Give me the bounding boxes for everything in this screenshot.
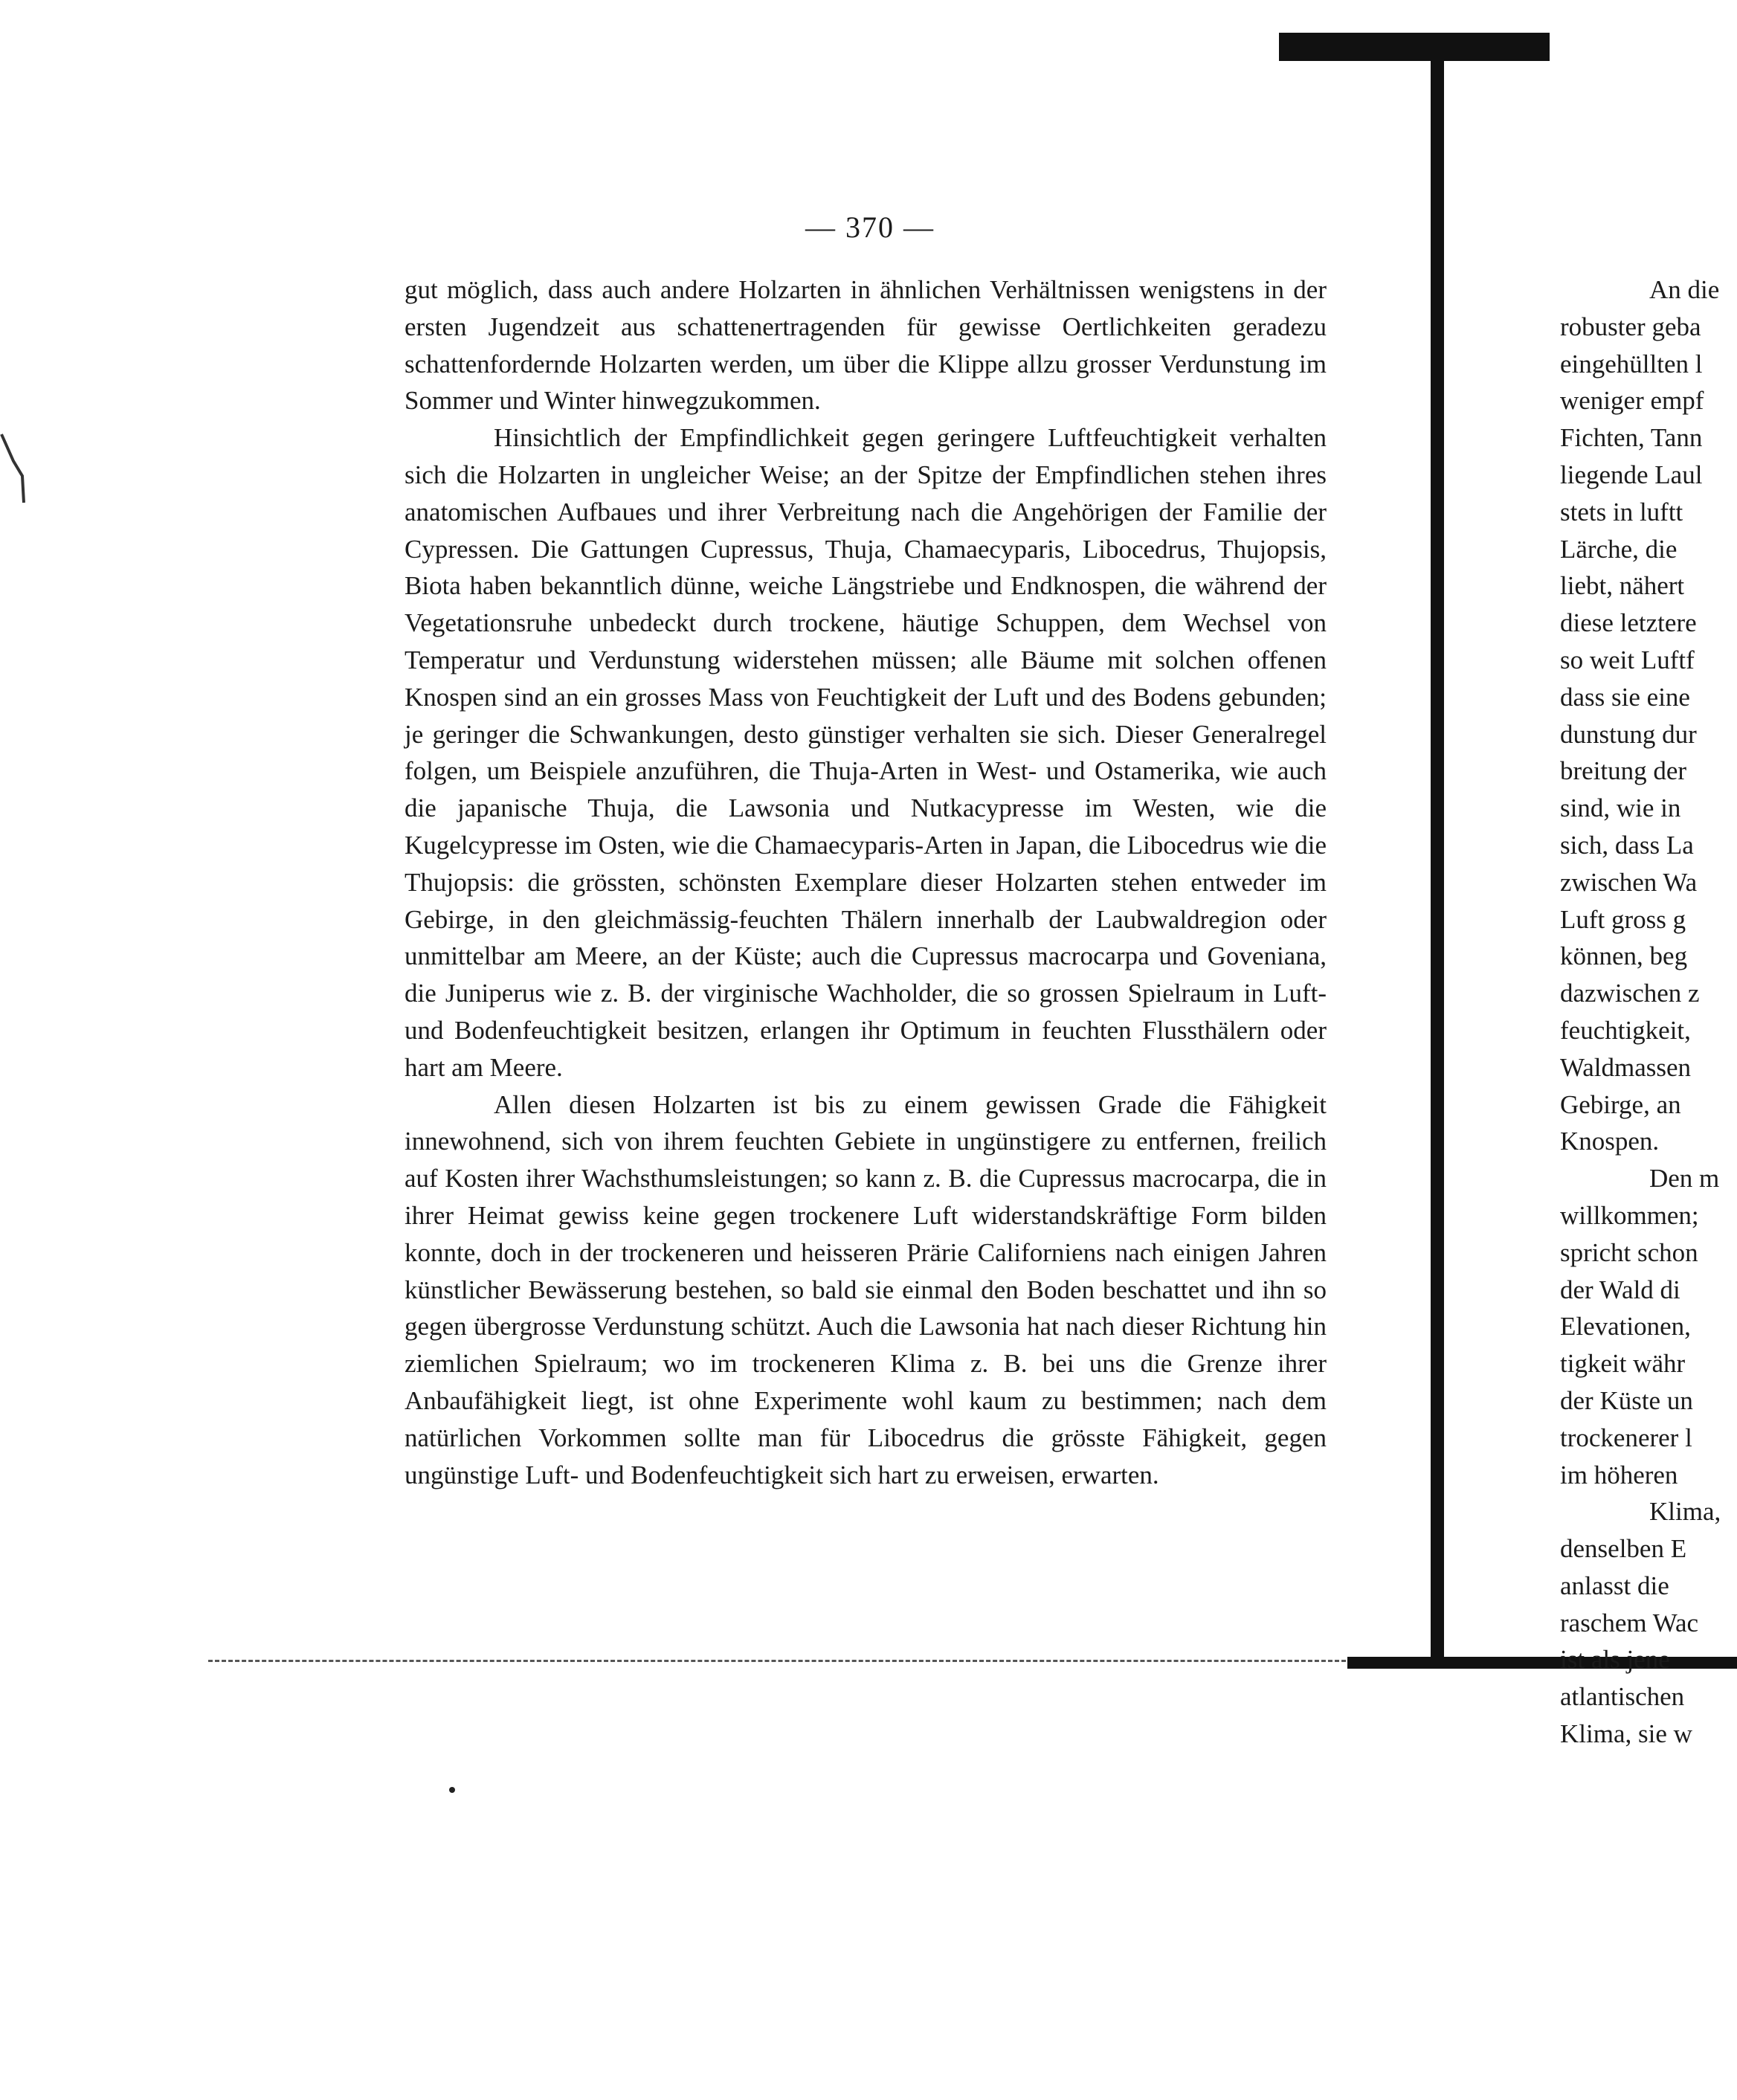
text-line: dunstung dur (1560, 719, 1697, 749)
left-page-text (405, 271, 1327, 1493)
text-line: der Wald di (1560, 1275, 1680, 1304)
margin-scratch (0, 431, 30, 506)
text-line: Lärche, die (1560, 534, 1678, 564)
text-line: breitung der (1560, 756, 1687, 786)
ink-speck (449, 1787, 455, 1793)
text-line: Luft gross g (1560, 904, 1686, 934)
text-line: An die (1649, 275, 1720, 304)
text-line: anlasst die (1560, 1571, 1669, 1600)
text-line: dass sie eine (1560, 682, 1690, 712)
paragraph: gut möglich, dass auch andere Holzarten in ähnlichen Verhältnissen wenigstens in der ersten Jugendzeit aus schattenertragenden für gewisse Oertlichkeiten geradezu schattenfordernde Holzarten werden, um über die Klippe allzu grosser Verdunstung im Sommer und Winter hinwegzukommen. (405, 275, 1327, 416)
text-line: können, beg (1560, 941, 1688, 971)
text-line: dazwischen z (1560, 979, 1700, 1008)
text-line: Den m (1649, 1164, 1720, 1194)
text-line: trockenerer l (1560, 1423, 1692, 1452)
text-line: stets in luftt (1560, 497, 1683, 526)
text-line: feuchtigkeit, (1560, 1015, 1691, 1045)
text-line: eingehüllten l (1560, 349, 1703, 379)
paragraph: Allen diesen Holzarten ist bis zu einem gewissen Grade die Fähigkeit innewohnend, sich von ihrem feuchten Gebiete in ungünstigere zu entfernen, freilich auf Kosten ihrer Wachsthumsleistungen; so kann z. B. die Cupressus macrocarpa, die in ihrer Heimat gewiss keine gegen trockenere Luft widerstandskräftige Form bilden konnte, doch in der trockeneren und heisseren Prärie Californiens nach einigen Jahren künstlicher Bewässerung bestehen, so bald sie einmal den Boden beschattet und ihn so gegen übergrosse Verdunstung schützt. Auch die Lawsonia hat nach dieser Richtung hin ziemlichen Spielraum; wo im trockeneren Klima z. B. bei uns die Grenze ihrer Anbaufähigkeit liegt, ist ohne Experimente wohl kaum zu bestimmen; nach dem natürlichen Vorkommen sollte man für Libocedrus die grösste Fähigkeit, gegen ungünstige Luft- und Bodenfeuchtigkeit sich hart zu erweisen, erwarten. (405, 1089, 1327, 1489)
text-line: zwischen Wa (1560, 867, 1698, 897)
text-line: denselben E (1560, 1534, 1687, 1564)
text-line: Elevationen, (1560, 1312, 1691, 1342)
text-line: liegende Laul (1560, 460, 1703, 489)
text-line: im höheren (1560, 1460, 1678, 1489)
text-line: willkommen; (1560, 1200, 1699, 1230)
text-line: Knospen. (1560, 1127, 1660, 1156)
text-line: Fichten, Tann (1560, 423, 1703, 453)
text-line: sind, wie in (1560, 793, 1681, 823)
text-line: spricht schon (1560, 1237, 1698, 1267)
text-line: tigkeit währ (1560, 1349, 1686, 1379)
text-line: liebt, nähert (1560, 571, 1685, 601)
right-page-text-fragment (1560, 271, 1737, 1753)
page-edge-line (208, 1660, 1346, 1665)
text-line: raschem Wac (1560, 1608, 1699, 1637)
text-line: Klima, (1649, 1497, 1721, 1527)
text-line: so weit Luftf (1560, 645, 1695, 674)
text-line: weniger empf (1560, 386, 1704, 416)
text-line: der Küste un (1560, 1385, 1693, 1415)
binding-clip-top (1279, 33, 1550, 61)
text-line: diese letztere (1560, 608, 1697, 638)
text-line: Klima, sie w (1560, 1719, 1692, 1749)
text-line: atlantischen (1560, 1682, 1685, 1712)
paragraph: Hinsichtlich der Empfindlichkeit gegen geringere Luftfeuchtigkeit verhalten sich die Holzarten in ungleicher Weise; an der Spitze der Empfindlichen stehen ihres anatomischen Aufbaues und ihrer Verbreitung nach die Angehörigen der Familie der Cypressen. Die Gattungen Cupressus, Thuja, Chamaecyparis, Libocedrus, Thujopsis, Biota haben bekanntlich dünne, weiche Längstriebe und Endknospen, die während der Vegetationsruhe unbedeckt durch trockene, häutige Schuppen, dem Wechsel von Temperatur und Verdunstung widerstehen müssen; alle Bäume mit solchen offenen Knospen sind an ein grosses Mass von Feuchtigkeit der Luft und des Bodens gebunden; je geringer die Schwankungen, desto günstiger verhalten sie sich. Dieser Generalregel folgen, um Beispiele anzuführen, die Thuja-Arten in West- und Ostamerika, wie auch die japanische Thuja, die Lawsonia und Nutkacypresse im Westen, wie die Kugelcypresse im Osten, wie die Chamaecyparis-Arten in Japan, die Libocedrus wie die Thujopsis: die grössten, schönsten Exemplare dieser Holzarten stehen entweder im Gebirge, in den gleichmässig-feuchten Thälern innerhalb der Laubwaldregion oder unmittelbar am Meere, an der Küste; auch die Cupressus macrocarpa und Goveniana, die Juniperus wie z. B. der virginische Wachholder, die so grossen Spielraum in Luft- und Bodenfeuchtigkeit besitzen, erlangen ihr Optimum in feuchten Flussthälern oder hart am Meere. (405, 423, 1327, 1082)
text-line: sich, dass La (1560, 830, 1694, 860)
text-line: ist als jene (1560, 1645, 1670, 1675)
binding-stem (1431, 59, 1444, 1663)
text-line: Gebirge, an (1560, 1089, 1681, 1119)
page-number: — 370 — (805, 210, 935, 244)
text-line: Waldmassen (1560, 1052, 1692, 1082)
text-line: robuster geba (1560, 312, 1701, 341)
